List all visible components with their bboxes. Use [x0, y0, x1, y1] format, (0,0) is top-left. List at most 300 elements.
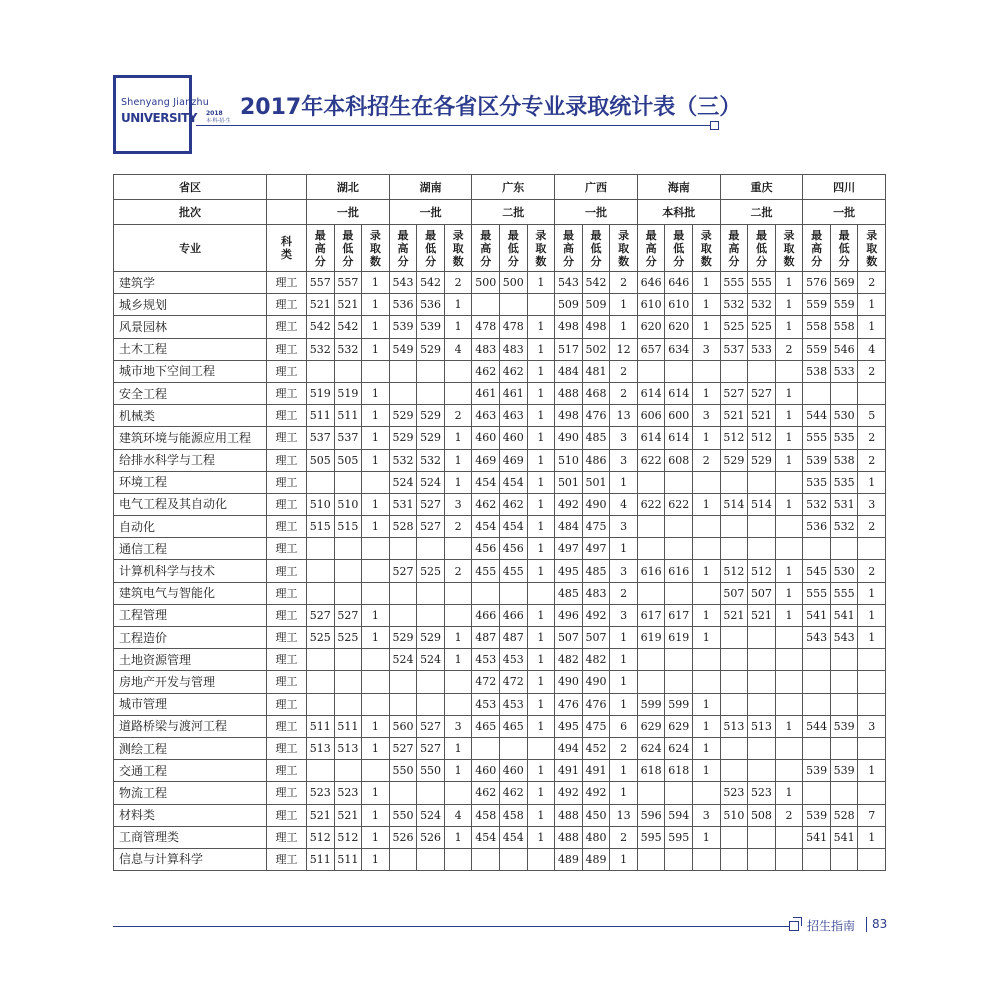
score-cell: 463: [500, 405, 528, 427]
score-cell: [858, 737, 886, 759]
score-cell: [334, 760, 362, 782]
score-cell: 505: [307, 449, 335, 471]
table-row: [114, 449, 886, 471]
score-cell: [417, 693, 445, 715]
score-cell: [362, 693, 390, 715]
score-cell: 468: [582, 382, 610, 404]
logo-text-line2: UNIVERSITY: [121, 111, 197, 125]
score-cell: 1: [858, 760, 886, 782]
score-cell: 495: [555, 560, 583, 582]
score-cell: 525: [720, 316, 748, 338]
score-cell: 2: [610, 737, 638, 759]
score-cell: [527, 294, 555, 316]
sub-column-header: [803, 225, 831, 272]
score-cell: [417, 360, 445, 382]
score-cell: 2: [610, 360, 638, 382]
score-cell: 1: [362, 782, 390, 804]
score-cell: [830, 693, 858, 715]
score-cell: 484: [555, 516, 583, 538]
score-cell: 462: [472, 782, 500, 804]
sub-column-header-text: 录取数: [618, 228, 630, 268]
score-cell: [830, 782, 858, 804]
category-cell: 理工: [267, 627, 307, 649]
score-cell: 546: [830, 338, 858, 360]
score-cell: 616: [665, 560, 693, 582]
footer-separator: [866, 917, 867, 932]
score-cell: 539: [389, 316, 417, 338]
score-cell: [775, 671, 803, 693]
score-cell: [334, 671, 362, 693]
score-cell: 455: [500, 560, 528, 582]
score-cell: 569: [830, 272, 858, 294]
score-cell: 501: [582, 471, 610, 493]
score-cell: 550: [389, 760, 417, 782]
score-cell: [693, 538, 721, 560]
score-cell: 453: [500, 649, 528, 671]
score-cell: 497: [582, 538, 610, 560]
major-cell: 测绘工程: [114, 737, 267, 759]
sub-column-header: [858, 225, 886, 272]
score-cell: 3: [444, 493, 472, 515]
sub-column-header-text: 录取数: [369, 228, 381, 268]
score-cell: 511: [307, 405, 335, 427]
score-cell: 462: [472, 493, 500, 515]
score-cell: [858, 693, 886, 715]
score-cell: 13: [610, 804, 638, 826]
score-cell: 595: [637, 826, 665, 848]
score-cell: [693, 516, 721, 538]
score-cell: 482: [582, 649, 610, 671]
sub-column-header: [527, 225, 555, 272]
score-cell: 1: [775, 294, 803, 316]
score-cell: [637, 360, 665, 382]
sub-column-header-text: 最高分: [480, 228, 492, 268]
score-cell: 529: [417, 627, 445, 649]
score-cell: 521: [307, 804, 335, 826]
score-cell: [775, 848, 803, 870]
score-cell: 541: [803, 826, 831, 848]
score-cell: [830, 538, 858, 560]
score-cell: 1: [444, 649, 472, 671]
score-cell: 619: [637, 627, 665, 649]
score-cell: 476: [582, 693, 610, 715]
batch-name: 一批: [307, 200, 390, 225]
score-cell: 533: [830, 360, 858, 382]
score-cell: 521: [720, 405, 748, 427]
score-cell: 505: [334, 449, 362, 471]
score-cell: 1: [693, 316, 721, 338]
sub-column-header-text: 录取数: [783, 228, 795, 268]
score-cell: 543: [803, 627, 831, 649]
score-cell: 1: [775, 582, 803, 604]
score-cell: 1: [775, 493, 803, 515]
category-cell: 理工: [267, 493, 307, 515]
score-cell: 622: [637, 449, 665, 471]
sub-column-header-text: 录取数: [535, 228, 547, 268]
score-cell: 502: [582, 338, 610, 360]
score-cell: 1: [693, 272, 721, 294]
category-cell: 理工: [267, 516, 307, 538]
score-cell: 1: [858, 604, 886, 626]
score-cell: 533: [748, 338, 776, 360]
score-cell: 544: [803, 405, 831, 427]
score-cell: 514: [748, 493, 776, 515]
table-row: [114, 804, 886, 826]
table-body: [114, 272, 886, 871]
score-cell: 634: [665, 338, 693, 360]
score-cell: 599: [637, 693, 665, 715]
score-cell: 657: [637, 338, 665, 360]
score-cell: 1: [527, 760, 555, 782]
sub-column-header-text: 最低分: [342, 228, 354, 268]
score-cell: 529: [389, 427, 417, 449]
score-cell: 1: [362, 405, 390, 427]
score-cell: [444, 582, 472, 604]
score-cell: 616: [637, 560, 665, 582]
score-cell: 523: [720, 782, 748, 804]
score-cell: 483: [472, 338, 500, 360]
score-cell: 514: [720, 493, 748, 515]
major-cell: 工程管理: [114, 604, 267, 626]
score-cell: 532: [389, 449, 417, 471]
score-cell: 646: [665, 272, 693, 294]
score-cell: 1: [527, 360, 555, 382]
score-cell: 539: [417, 316, 445, 338]
score-cell: [637, 649, 665, 671]
score-cell: 521: [307, 294, 335, 316]
score-cell: [362, 649, 390, 671]
score-cell: 1: [527, 560, 555, 582]
score-cell: 2: [858, 516, 886, 538]
score-cell: 482: [555, 649, 583, 671]
score-cell: [748, 360, 776, 382]
score-cell: 3: [610, 604, 638, 626]
score-cell: [307, 471, 335, 493]
score-cell: [830, 671, 858, 693]
score-cell: 1: [775, 272, 803, 294]
score-cell: 532: [334, 338, 362, 360]
score-cell: [775, 360, 803, 382]
score-cell: 1: [610, 693, 638, 715]
score-cell: 1: [527, 538, 555, 560]
major-cell: 房地产开发与管理: [114, 671, 267, 693]
score-cell: 531: [389, 493, 417, 515]
score-cell: [444, 360, 472, 382]
score-cell: 1: [693, 737, 721, 759]
score-cell: [362, 538, 390, 560]
score-cell: [444, 671, 472, 693]
score-cell: [334, 693, 362, 715]
score-cell: 1: [444, 449, 472, 471]
score-cell: 480: [582, 826, 610, 848]
score-cell: 3: [610, 516, 638, 538]
score-cell: 550: [417, 760, 445, 782]
score-cell: 2: [444, 272, 472, 294]
category-cell: 理工: [267, 782, 307, 804]
major-cell: 电气工程及其自动化: [114, 493, 267, 515]
score-cell: [362, 582, 390, 604]
score-cell: 549: [389, 338, 417, 360]
score-cell: 472: [472, 671, 500, 693]
score-cell: 2: [858, 449, 886, 471]
score-cell: 485: [555, 582, 583, 604]
score-cell: 618: [665, 760, 693, 782]
score-cell: 1: [693, 382, 721, 404]
score-cell: [693, 471, 721, 493]
score-cell: 488: [555, 826, 583, 848]
score-cell: 1: [858, 294, 886, 316]
score-cell: 527: [389, 560, 417, 582]
major-cell: 自动化: [114, 516, 267, 538]
score-cell: 512: [307, 826, 335, 848]
table-row: [114, 382, 886, 404]
score-cell: 559: [830, 294, 858, 316]
score-cell: 527: [417, 737, 445, 759]
sub-column-header-text: 最低分: [673, 228, 685, 268]
score-cell: 3: [858, 715, 886, 737]
score-cell: [334, 649, 362, 671]
score-cell: 1: [610, 649, 638, 671]
score-cell: 510: [720, 804, 748, 826]
score-cell: [362, 471, 390, 493]
score-cell: 485: [582, 560, 610, 582]
batch-name: 本科批: [637, 200, 720, 225]
score-cell: [637, 538, 665, 560]
score-cell: 527: [307, 604, 335, 626]
score-cell: 1: [610, 848, 638, 870]
batch-name: 二批: [472, 200, 555, 225]
score-cell: [417, 382, 445, 404]
score-cell: 622: [665, 493, 693, 515]
table-row: [114, 760, 886, 782]
score-cell: 490: [555, 671, 583, 693]
score-cell: 513: [334, 737, 362, 759]
score-cell: [417, 782, 445, 804]
score-cell: 507: [720, 582, 748, 604]
score-cell: 3: [858, 493, 886, 515]
score-cell: 3: [693, 338, 721, 360]
score-cell: [665, 516, 693, 538]
category-cell: 理工: [267, 427, 307, 449]
sub-column-header-text: 最高分: [314, 228, 326, 268]
score-cell: 1: [362, 449, 390, 471]
score-cell: 528: [389, 516, 417, 538]
category-cell: 理工: [267, 449, 307, 471]
score-cell: 1: [527, 627, 555, 649]
score-cell: 462: [500, 782, 528, 804]
score-cell: [362, 671, 390, 693]
province-name: 湖南: [389, 175, 472, 200]
score-cell: [748, 649, 776, 671]
major-cell: 城市地下空间工程: [114, 360, 267, 382]
score-cell: 460: [500, 427, 528, 449]
score-cell: 531: [830, 493, 858, 515]
score-cell: 529: [417, 338, 445, 360]
score-cell: 524: [389, 471, 417, 493]
score-cell: [444, 848, 472, 870]
score-cell: [444, 382, 472, 404]
major-cell: 信息与计算科学: [114, 848, 267, 870]
score-cell: 527: [417, 493, 445, 515]
score-cell: [389, 604, 417, 626]
score-cell: 527: [417, 715, 445, 737]
category-label: [267, 225, 307, 272]
score-cell: 529: [720, 449, 748, 471]
score-cell: [803, 693, 831, 715]
score-cell: 629: [637, 715, 665, 737]
score-cell: 524: [417, 471, 445, 493]
score-cell: 494: [555, 737, 583, 759]
score-cell: 529: [389, 627, 417, 649]
score-cell: 526: [417, 826, 445, 848]
score-cell: [389, 382, 417, 404]
score-cell: 1: [362, 627, 390, 649]
score-cell: 5: [858, 405, 886, 427]
score-cell: [720, 671, 748, 693]
score-cell: 532: [803, 493, 831, 515]
score-cell: 6: [610, 715, 638, 737]
score-cell: [334, 538, 362, 560]
score-cell: 1: [444, 471, 472, 493]
score-cell: 619: [665, 627, 693, 649]
score-cell: 1: [610, 760, 638, 782]
score-cell: [334, 560, 362, 582]
score-cell: 3: [444, 715, 472, 737]
score-cell: 511: [334, 715, 362, 737]
score-cell: 629: [665, 715, 693, 737]
score-cell: [858, 382, 886, 404]
score-cell: 513: [307, 737, 335, 759]
score-cell: 1: [527, 671, 555, 693]
score-cell: [720, 516, 748, 538]
score-cell: 2: [858, 272, 886, 294]
score-cell: 532: [307, 338, 335, 360]
score-cell: 509: [555, 294, 583, 316]
sub-column-header-text: 录取数: [700, 228, 712, 268]
score-cell: [748, 627, 776, 649]
score-cell: [307, 538, 335, 560]
score-cell: 509: [582, 294, 610, 316]
score-cell: 1: [527, 471, 555, 493]
score-cell: 4: [444, 338, 472, 360]
score-cell: 511: [307, 848, 335, 870]
score-cell: 1: [693, 427, 721, 449]
score-cell: 513: [748, 715, 776, 737]
sub-column-header: [610, 225, 638, 272]
score-cell: 2: [610, 272, 638, 294]
score-cell: 485: [582, 427, 610, 449]
score-cell: 519: [307, 382, 335, 404]
category-label-text: 科类: [281, 235, 292, 261]
table-row: [114, 715, 886, 737]
score-cell: 465: [500, 715, 528, 737]
score-cell: 4: [610, 493, 638, 515]
score-cell: 1: [527, 782, 555, 804]
table-row: [114, 582, 886, 604]
sub-column-header-text: 最低分: [590, 228, 602, 268]
score-cell: 512: [720, 560, 748, 582]
score-cell: [693, 360, 721, 382]
province-header-row: [114, 175, 886, 200]
score-cell: 1: [444, 294, 472, 316]
category-cell: 理工: [267, 560, 307, 582]
score-cell: 476: [555, 693, 583, 715]
score-cell: 1: [693, 715, 721, 737]
score-cell: 1: [775, 427, 803, 449]
sub-column-header-text: 最低分: [838, 228, 850, 268]
score-cell: 466: [472, 604, 500, 626]
category-cell: 理工: [267, 272, 307, 294]
score-cell: 513: [720, 715, 748, 737]
score-cell: [362, 560, 390, 582]
score-cell: 2: [610, 826, 638, 848]
score-cell: 497: [555, 538, 583, 560]
table-row: [114, 782, 886, 804]
score-cell: 2: [610, 582, 638, 604]
sub-column-header-text: 最高分: [397, 228, 409, 268]
category-cell: 理工: [267, 294, 307, 316]
score-cell: 530: [830, 560, 858, 582]
score-cell: 521: [334, 294, 362, 316]
score-cell: 1: [527, 826, 555, 848]
batch-name: 一批: [555, 200, 638, 225]
score-cell: 539: [803, 449, 831, 471]
score-cell: 2: [610, 382, 638, 404]
sub-column-header: [775, 225, 803, 272]
score-cell: 512: [748, 427, 776, 449]
score-cell: [665, 471, 693, 493]
score-cell: [472, 294, 500, 316]
score-cell: [775, 649, 803, 671]
sub-column-header: [472, 225, 500, 272]
score-cell: 543: [830, 627, 858, 649]
score-cell: 525: [748, 316, 776, 338]
score-cell: [389, 782, 417, 804]
score-cell: [389, 538, 417, 560]
score-cell: 614: [637, 427, 665, 449]
score-cell: [334, 582, 362, 604]
major-cell: 机械类: [114, 405, 267, 427]
score-cell: 492: [555, 493, 583, 515]
score-cell: 614: [665, 382, 693, 404]
score-cell: 595: [665, 826, 693, 848]
score-cell: [417, 582, 445, 604]
score-cell: 555: [748, 272, 776, 294]
score-cell: 532: [720, 294, 748, 316]
score-cell: 618: [637, 760, 665, 782]
score-cell: 466: [500, 604, 528, 626]
score-cell: 1: [527, 449, 555, 471]
sub-column-header: [500, 225, 528, 272]
score-cell: 454: [500, 516, 528, 538]
score-cell: 1: [362, 427, 390, 449]
score-cell: 2: [444, 516, 472, 538]
score-cell: 1: [527, 493, 555, 515]
sub-column-header: [720, 225, 748, 272]
score-cell: 624: [665, 737, 693, 759]
score-cell: 1: [527, 715, 555, 737]
score-cell: [830, 737, 858, 759]
score-cell: [472, 737, 500, 759]
score-cell: 1: [610, 294, 638, 316]
score-cell: [637, 516, 665, 538]
score-cell: 555: [803, 427, 831, 449]
score-cell: 498: [582, 316, 610, 338]
score-cell: 498: [555, 405, 583, 427]
score-cell: 510: [555, 449, 583, 471]
score-cell: [720, 538, 748, 560]
score-cell: 1: [693, 693, 721, 715]
